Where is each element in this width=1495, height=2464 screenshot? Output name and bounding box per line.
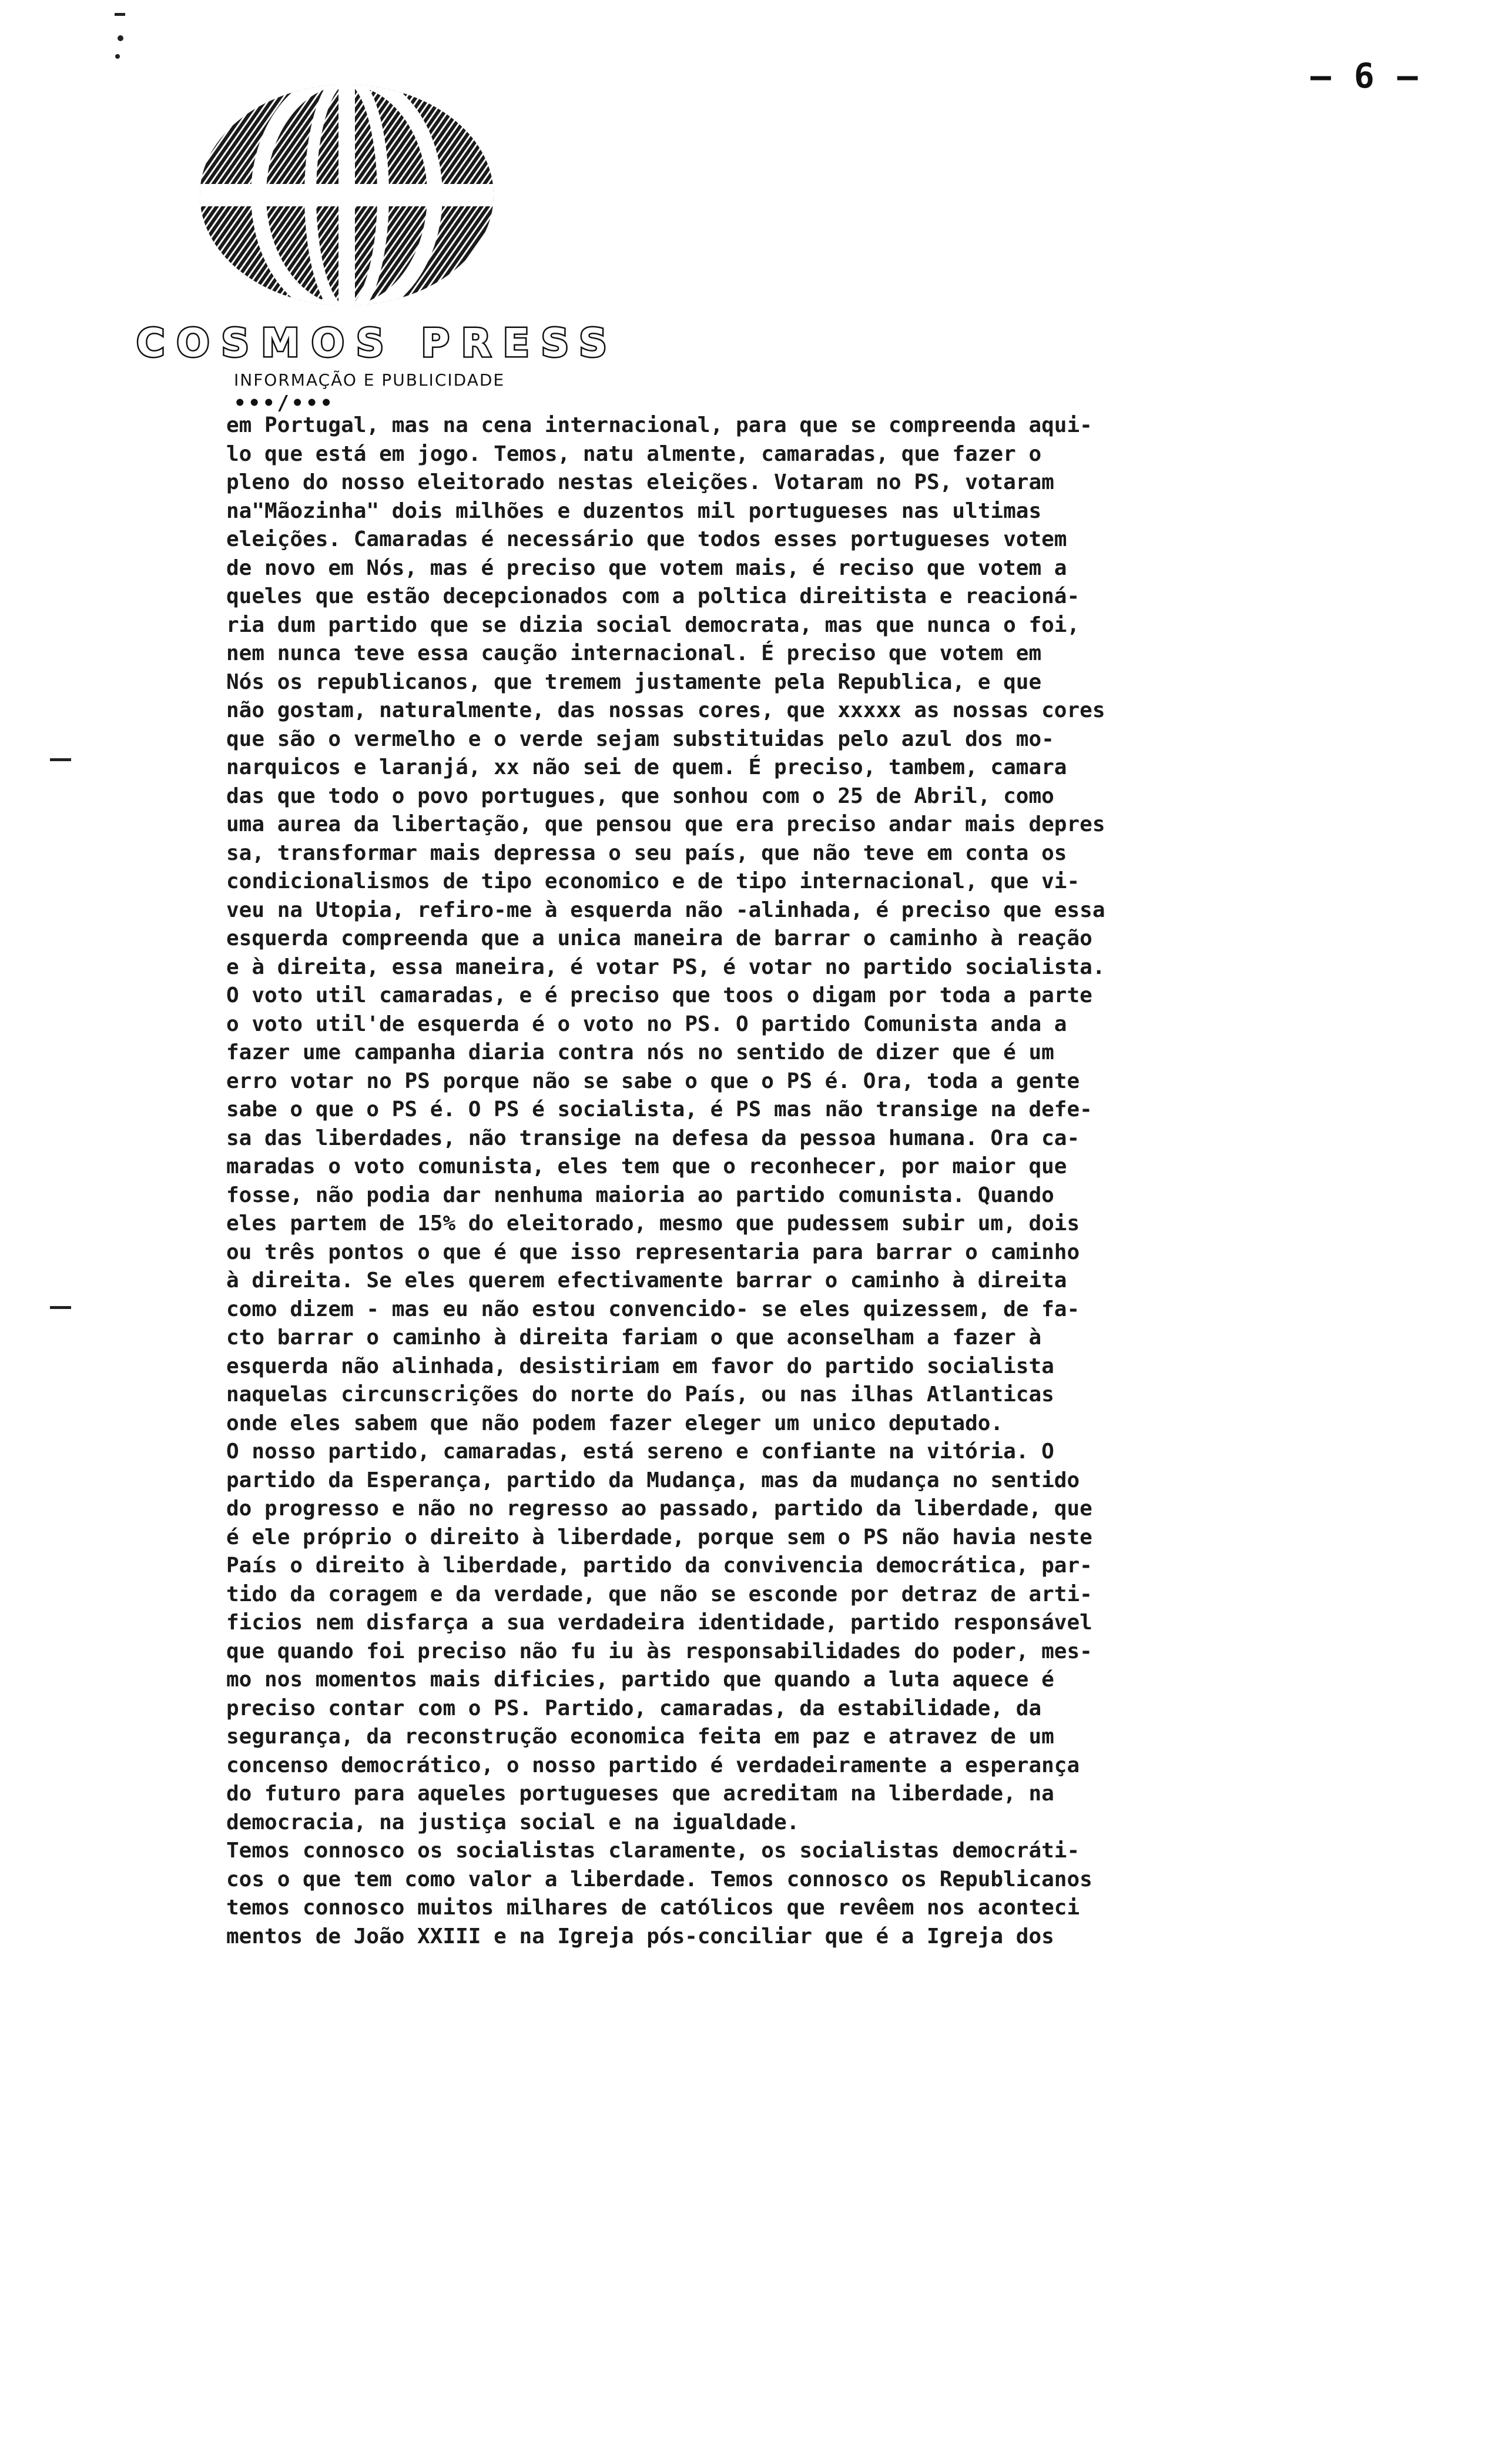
text-line: nem nunca teve essa caução internacional. É preciso que votem em [226,641,1042,665]
text-line: cos o que tem como valor a liberdade. Temos connosco os Republicanos [226,1867,1092,1891]
text-line: das que todo o povo portugues, que sonhou com o 25 de Abril, como [226,784,1054,808]
text-line: partido da Esperança, partido da Mudança, mas da mudança no sentido [226,1468,1080,1492]
text-line: o voto util'de esquerda é o voto no PS. O partido Comunista anda a [226,1012,1067,1036]
text-line: que são o vermelho e o verde sejam substituidas pelo azul dos mo- [226,727,1054,751]
text-line: erro votar no PS porque não se sabe o que o PS é. Ora, toda a gente [226,1069,1080,1093]
cosmos-press-logo [194,79,500,312]
text-line: pleno do nosso eleitorado nestas eleições. Votaram no PS, votaram [226,470,1054,494]
margin-mark [115,54,120,59]
text-line: lo que está em jogo. Temos, natu almente, camaradas, que fazer o [226,441,1042,466]
text-line: do futuro para aqueles portugueses que acreditam na liberdade, na [226,1782,1054,1806]
margin-mark [118,35,123,41]
text-line: maradas o voto comunista, eles tem que o reconhecer, por maior que [226,1154,1067,1179]
margin-mark [115,13,125,16]
margin-mark [50,758,71,761]
text-line: esquerda compreenda que a unica maneira de barrar o caminho à reação [226,926,1092,950]
text-line: eles partem de 15% do eleitorado, mesmo que pudessem subir um, dois [226,1211,1080,1236]
text-line: O voto util camaradas, e é preciso que toos o digam por toda a parte [226,983,1092,1007]
text-line: eleições. Camaradas é necessário que todos esses portugueses votem [226,527,1067,551]
text-line: sabe o que o PS é. O PS é socialista, é PS mas não transige na defe- [226,1097,1092,1121]
text-line: na"Mãozinha" dois milhões e duzentos mil portugueses nas ultimas [226,498,1042,523]
text-line: Nós os republicanos, que tremem justamente pela Republica, e que [226,669,1042,694]
text-line: sa, transformar mais depressa o seu país, que não teve em conta os [226,841,1067,865]
text-line: veu na Utopia, refiro-me à esquerda não -alinhada, é preciso que essa [226,898,1105,922]
text-line: naquelas circunscrições do norte do País, ou nas ilhas Atlanticas [226,1382,1054,1407]
text-line: é ele próprio o direito à liberdade, porque sem o PS não havia neste [226,1525,1092,1549]
text-line: temos connosco muitos milhares de católicos que revêem nos aconteci [226,1896,1080,1920]
text-line: cto barrar o caminho à direita fariam o que aconselham a fazer à [226,1325,1042,1350]
text-line: País o direito à liberdade, partido da convivencia democrática, par- [226,1554,1092,1578]
text-line: fosse, não podia dar nenhuma maioria ao partido comunista. Quando [226,1183,1054,1207]
text-line: mentos de João XXIII e na Igreja pós-conciliar que é a Igreja dos [226,1924,1054,1949]
text-line: onde eles sabem que não podem fazer eleger um unico deputado. [226,1411,1004,1435]
text-line: esquerda não alinhada, desistiriam em favor do partido socialista [226,1354,1054,1378]
text-line: concenso democrático, o nosso partido é verdadeiramente a esperança [226,1753,1080,1777]
text-line: como dizem - mas eu não estou convencido- se eles quizessem, de fa- [226,1297,1080,1321]
text-line: democracia, na justiça social e na igualdade. [226,1810,800,1834]
brand-name: COSMOS PRESS [136,320,619,366]
margin-mark [50,1306,71,1309]
text-line: ficios nem disfarça a sua verdadeira identidade, partido responsável [226,1611,1092,1635]
text-line: narquicos e laranjá, xx não sei de quem. É preciso, tambem, camara [226,755,1067,779]
text-line: ria dum partido que se dizia social democrata, mas que nunca o foi, [226,612,1080,637]
text-line: Temos connosco os socialistas claramente, os socialistas democráti- [226,1839,1080,1863]
text-line: à direita. Se eles querem efectivamente barrar o caminho à direita [226,1268,1067,1293]
brand-tagline: INFORMAÇÃO E PUBLICIDADE [234,370,505,390]
text-line: que quando foi preciso não fu iu às responsabilidades do poder, mes- [226,1639,1092,1663]
text-line: mo nos momentos mais dificies, partido que quando a luta aquece é [226,1668,1054,1692]
text-line: em Portugal, mas na cena internacional, para que se compreenda aqui- [226,413,1092,437]
text-line: e à direita, essa maneira, é votar PS, é votar no partido socialista. [226,955,1105,979]
text-line: queles que estão decepcionados com a poltica direitista e reacioná- [226,584,1080,608]
text-line: não gostam, naturalmente, das nossas cores, que xxxxx as nossas cores [226,698,1105,722]
text-line: segurança, da reconstrução economica feita em paz e atravez de um [226,1725,1054,1749]
text-line: ou três pontos o que é que isso representaria para barrar o caminho [226,1240,1080,1264]
text-line: tido da coragem e da verdade, que não se esconde por detraz de arti- [226,1582,1092,1606]
text-line: sa das liberdades, não transige na defesa da pessoa humana. Ora ca- [226,1126,1080,1150]
text-line: O nosso partido, camaradas, está sereno e confiante na vitória. O [226,1439,1054,1464]
text-line: preciso contar com o PS. Partido, camaradas, da estabilidade, da [226,1696,1042,1720]
text-line: do progresso e não no regresso ao passado, partido da liberdade, que [226,1497,1092,1521]
page-number: — 6 — [1310,56,1419,96]
text-line: de novo em Nós, mas é preciso que votem mais, é reciso que votem a [226,555,1067,580]
text-line: fazer ume campanha diaria contra nós no sentido de dizer que é um [226,1040,1054,1064]
continuation-mark: •••/••• [234,391,335,415]
text-line: condicionalismos de tipo economico e de tipo internacional, que vi- [226,869,1080,893]
text-line: uma aurea da libertação, que pensou que era preciso andar mais depres [226,812,1105,836]
letter-body [226,411,1466,1951]
